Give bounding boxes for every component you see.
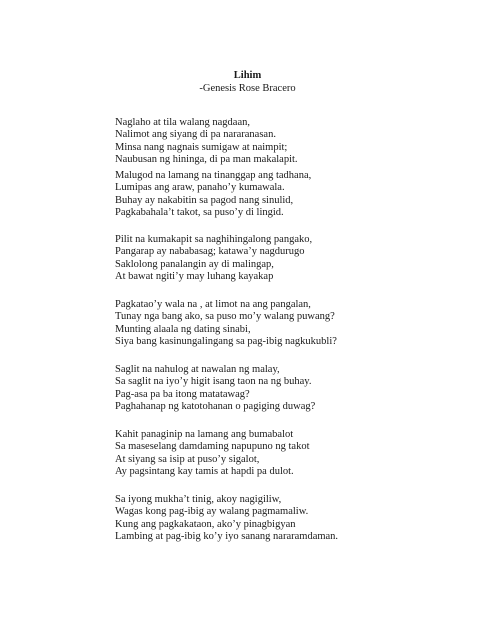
stanza-6 [115, 429, 475, 478]
poem-line: At bawat ngiti’y may luhang kayakap [115, 270, 274, 282]
poem-line: Nalimot ang siyang di pa nararanasan. [115, 129, 276, 141]
stanza-4 [115, 299, 475, 348]
poem-line: Siya bang kasinungalingang sa pag-ibig nagkukubli? [115, 335, 337, 347]
poem-line: Naubusan ng hininga, di pa man makalapit. [115, 153, 298, 165]
poem-line: Sa maseselang damdaming napupuno ng takot [115, 441, 310, 453]
poem-title: Lihim [233, 70, 262, 81]
poem-line: Sa saglit na iyo’y higit isang taon na ng buhay. [115, 376, 312, 388]
poem-line: At siyang sa isip at puso’y sigalot, [115, 453, 260, 465]
poem-line: Pilit na kumakapit sa naghihingalong pangako, [115, 234, 313, 245]
poem-line: Pagkabahala’t takot, sa puso’y di lingid. [115, 206, 284, 218]
poem-author: -Genesis Rose Bracero [199, 83, 296, 94]
poem-line: Saglit na nahulog at nawalan ng malay, [115, 364, 280, 375]
poem-line: Pag-asa pa ba itong matatawag? [115, 388, 250, 400]
poem-line: Kung ang pagkakataon, ako’y pinagbigyan [115, 518, 296, 530]
poem-line: Saklolong panalangin ay di malingap, [115, 258, 274, 270]
poem-line: Tunay nga bang ako, sa puso mo’y walang puwang? [115, 311, 335, 323]
poem-line: Malugod na lamang na tinanggap ang tadhana, [115, 170, 312, 181]
stanza-3 [115, 234, 475, 283]
stanza-5 [115, 364, 475, 413]
poem-line: Pagkatao’y wala na , at limot na ang pangalan, [115, 299, 311, 310]
poem-line: Wagas kong pag-ibig ay walang pagmamaliw. [115, 506, 309, 518]
poem-line: Munting alaala ng dating sinabi, [115, 323, 251, 335]
poem-line: Pangarap ay nababasag; katawa’y nagdurugo [115, 246, 305, 258]
stanza-2 [115, 170, 475, 219]
stanza-7 [115, 494, 475, 543]
poem-line: Kahit panaginip na lamang ang bumabalot [115, 429, 294, 440]
poem-line: Sa iyong mukha’t tinig, akoy nagigiliw, [115, 494, 282, 505]
poem-line: Buhay ay nakabitin sa pagod nang sinulid, [115, 194, 294, 206]
poem-line: Lumipas ang araw, panaho’y kumawala. [115, 182, 285, 194]
poem-line: Minsa nang nagnais sumigaw at naimpit; [115, 141, 288, 153]
poem-line: Ay pagsintang kay tamis at hapdi pa dulot. [115, 465, 294, 477]
poem-line: Paghahanap ng katotohanan o pagiging duwag? [115, 400, 316, 412]
poem-line: Naglaho at tila walang nagdaan, [115, 117, 250, 128]
stanza-1 [115, 117, 475, 166]
poem-line: Lambing at pag-ibig ko’y iyo sanang nararamdaman. [115, 530, 339, 542]
